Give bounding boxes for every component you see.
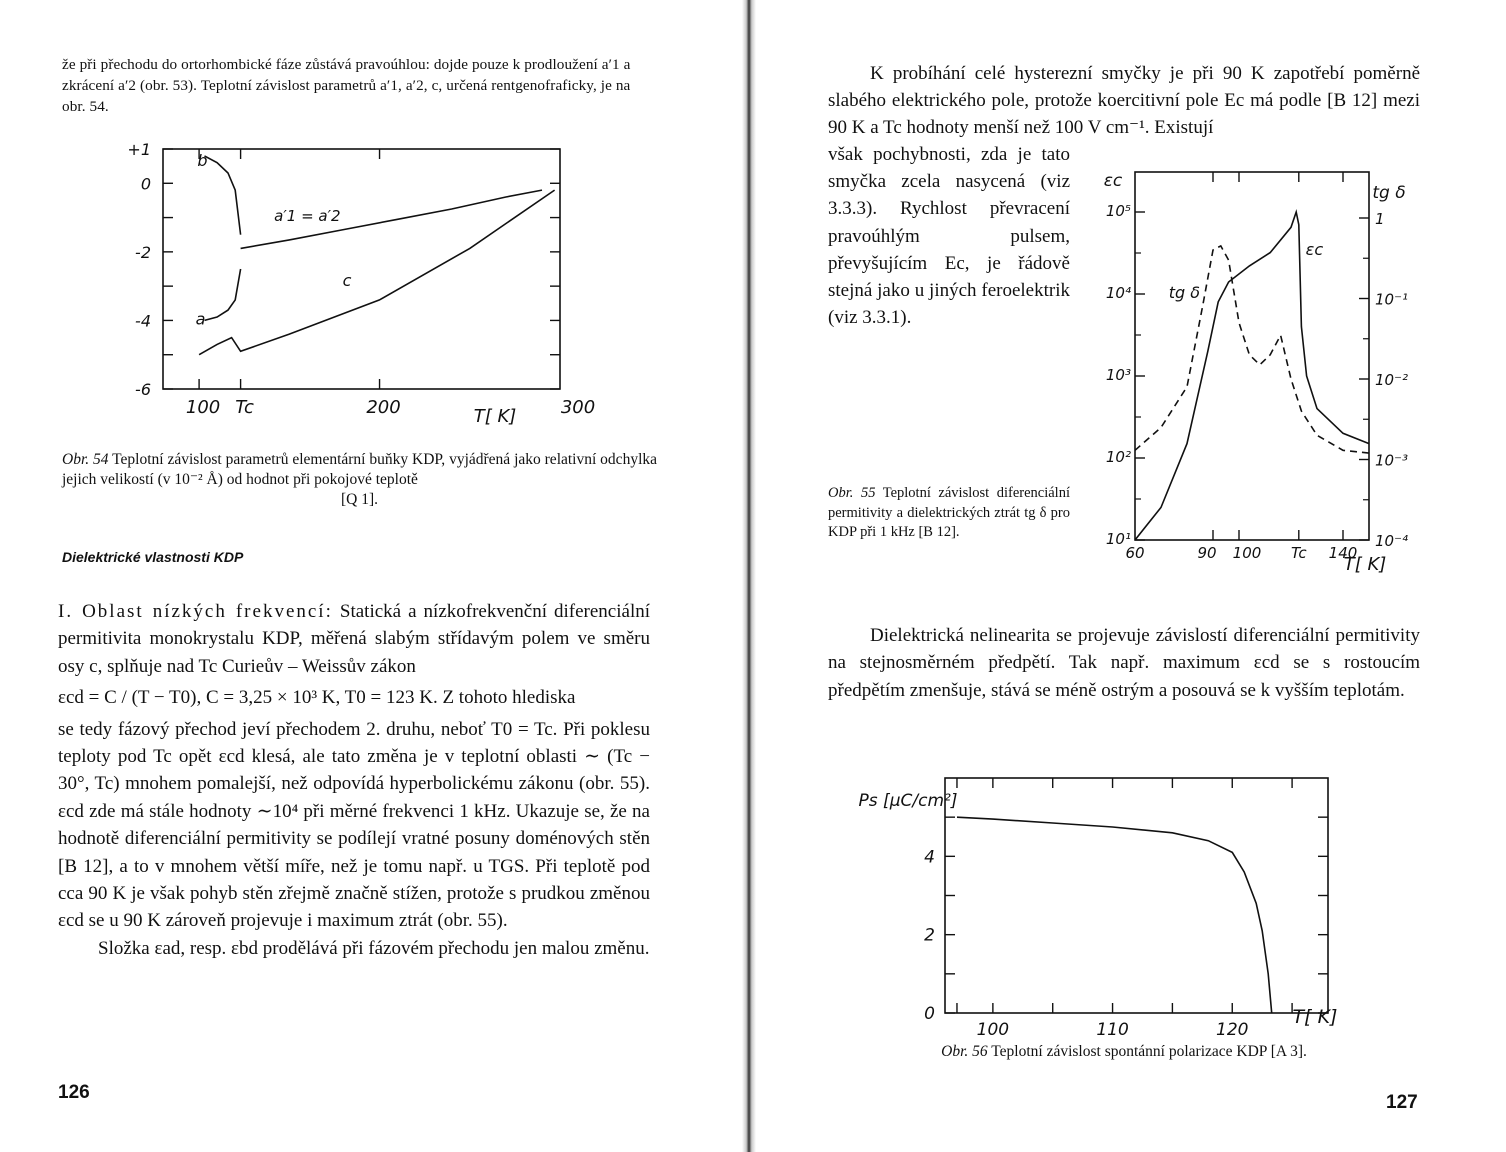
figure-56-label: Obr. 56 [941,1043,988,1060]
figure-54-caption-ref: [Q 1]. [340,491,379,508]
y-tick-label: -4 [135,311,151,331]
figure-55-caption [828,484,1070,543]
right-axis-label: tg δ [1372,183,1406,203]
x-tick-label: 60 [1125,544,1145,562]
y-tick-label: 0 [924,1004,935,1024]
x-axis-label: T[ K] [1343,554,1387,575]
y-left-tick-label: 10³ [1105,366,1131,384]
x-axis-label: T[ K] [473,406,517,427]
series-line-c [199,190,554,355]
section-title: I. Oblast nízkých frekvencí: [58,601,333,622]
x-tick-label: 100 [185,397,221,418]
figure-54-chart [120,140,600,440]
y-tick-label: +1 [127,140,151,159]
x-tick-label: Tc [1291,544,1307,562]
series-line-eps-c [1135,212,1369,540]
y-axis-label: Ps [μC/cm²] [858,791,958,811]
y-right-tick-label: 1 [1375,210,1385,228]
right-paragraph-1 [828,60,1420,141]
y-tick-label: -6 [135,380,151,399]
y-tick-label: -2 [135,242,151,262]
y-left-tick-label: 10⁴ [1105,284,1131,302]
figure-56-caption-text: Teplotní závislost spontánní polarizace KDP [A 3]. [991,1043,1307,1060]
x-tick-label: 300 [560,397,596,418]
series-label-tg-delta: tg δ [1168,282,1201,302]
x-tick-label: 100 [1232,544,1262,562]
page-number-right: 127 [1386,1092,1418,1113]
y-left-tick-label: 10⁵ [1105,202,1131,220]
paragraph-3: Složka εad, resp. εbd prodělává při fázovém přechodu jen malou změnu. [98,937,650,959]
page-number-left: 126 [58,1082,90,1103]
paragraph-1: Statická a nízkofrekvenční diferenciální permitivita monokrystalu KDP, měřená slabým střídavým polem ve směru osy c, splňuje nad Tc Curieův – Weissův zákon [58,601,650,677]
y-right-tick-label: 10⁻⁴ [1375,532,1409,550]
y-tick-label: 0 [140,174,151,194]
left-axis-label: εc [1103,171,1123,191]
figure-56-chart [858,740,1340,1040]
y-right-tick-label: 10⁻² [1375,371,1409,389]
series-line-tg-delta [1135,246,1369,453]
series-label-c: c [342,271,352,291]
left-body-text [58,598,650,962]
x-axis-label: T[ K] [1292,1006,1338,1028]
series-label-b: b [197,150,208,170]
y-left-tick-label: 10¹ [1105,530,1131,548]
series-line-a [205,269,241,320]
figure-56-caption [828,1042,1420,1062]
right-paragraph-1-text: K probíhání celé hysterezní smyčky je při 90 K zapotřebí poměrně slabého elektrického pole, protože koercitivní pole Ec má podle [B 12] mezi 90 K a Tc hodnoty menší než 100 V cm⁻¹. Existují [828,63,1420,138]
x-tick-label: 90 [1197,544,1217,562]
x-tick-label: 200 [366,397,401,418]
figure-55-label: Obr. 55 [828,485,876,501]
series-line-ps [957,817,1272,1013]
figure-54-caption [62,450,657,510]
figure-54-caption-text: Teplotní závislost parametrů elementární buňky KDP, vyjádřená jako relativní odchylka jejich velikostí (v 10⁻² Å) od hodnot při pokojové teplotě [62,451,657,488]
x-tick-label: 120 [1216,1020,1249,1040]
right-paragraph-2-text: Dielektrická nelinearita se projevuje závislostí diferenciální permitivity na stejnosměrném předpětí. Tak např. maximum εcd se s rostoucím předpětím zmenšuje, stává se méně ostrým a posouvá se k vyšším teplotám. [828,625,1420,701]
series-label-a1-a2: a′1 = a′2 [274,207,341,225]
book-spine [742,0,756,1152]
right-paragraph-2 [828,622,1420,704]
figure-54-label: Obr. 54 [62,451,109,468]
intro-paragraph: že při přechodu do ortorhombické fáze zůstává pravoúhlou: dojde pouze k prodloužení a′1 a zkrácení a′2 (obr. 53). Teplotní závislost parametrů a′1, a′2, c, určená rentgenofraficky, je na obr. 54. [62,56,631,115]
y-right-tick-label: 10⁻¹ [1375,290,1409,309]
y-right-tick-label: 10⁻³ [1375,451,1409,470]
figure-55-chart [1090,160,1420,590]
y-left-tick-label: 10² [1105,448,1131,466]
series-label-eps-c: εc [1305,239,1324,259]
figure-55-caption-text: Teplotní závislost diferenciální permitivity a dielektrických ztrát tg δ pro KDP při 1 kHz [B 12]. [828,485,1070,540]
x-tick-label: 140 [1328,544,1358,562]
formula-line: εcd = C / (T − T0), C = 3,25 × 10³ K, T0 = 123 K. Z tohoto hlediska [58,687,576,709]
x-tick-label: Tc [235,397,254,418]
y-tick-label: 4 [924,847,935,868]
y-tick-label: 2 [924,925,935,946]
section-heading: Dielektrické vlastnosti KDP [62,549,244,565]
series-line-b [205,156,241,235]
right-paragraph-1b: však pochybnosti, zda je tato smyčka zcela nasycená (viz 3.3.3). Rychlost převracení pravoúhlým pulsem, převyšujícím Ec, je řádově stejná jako u jiných feroelektrik (viz 3.3.1). [828,144,1070,329]
x-tick-label: 110 [1096,1020,1129,1040]
series-label-a: a [195,309,206,329]
x-tick-label: 100 [976,1020,1010,1040]
paragraph-2: se tedy fázový přechod jeví přechodem 2. druhu, neboť T0 = Tc. Při poklesu teploty pod Tc opět εcd klesá, ale tato změna je v teplotní oblasti ∼ (Tc − 30°, Tc) mnohem pomalejší, než odpovídá hyperbolickému zákonu (obr. 55). εcd zde má stále hodnoty ∼10⁴ při měrné frekvenci 1 kHz. Ukazuje se, že na hodnotě diferenciální permitivity se podílejí vratné posuny doménových stěn [B 12], a to v mnohem větší míře, než je tomu např. u TGS. Při teplotě pod cca 90 K je však pohyb stěn zřejmě značně stížen, protože s prudkou změnou εcd se u 90 K zároveň projevuje i maximum ztrát (obr. 55). [58,718,650,932]
